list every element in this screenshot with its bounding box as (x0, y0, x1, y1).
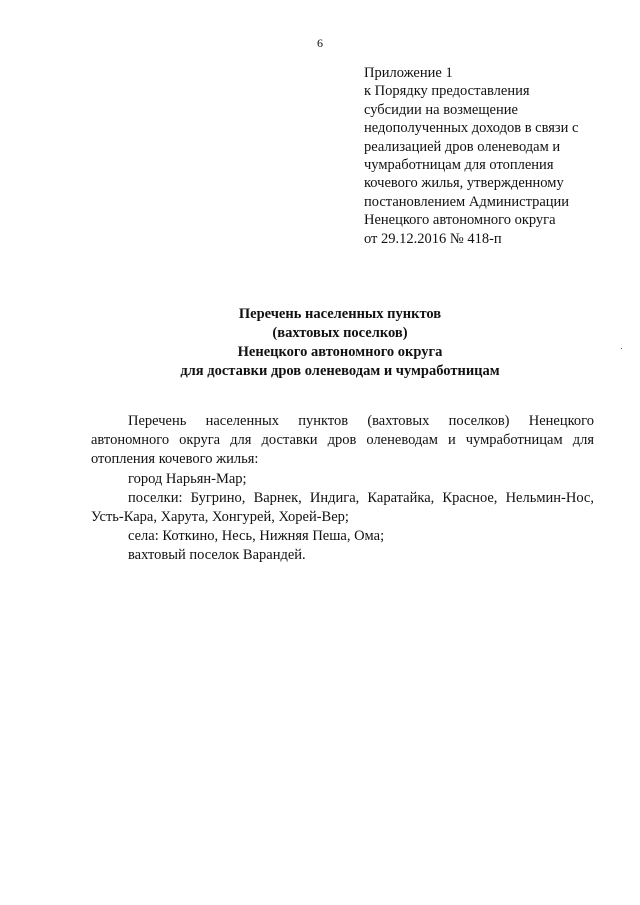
appendix-line: реализацией дров оленеводам и (364, 138, 561, 155)
appendix-line: Ненецкого автономного округа (364, 212, 556, 229)
city-line: город Нарьян-Мар; (128, 470, 247, 487)
shift-settlement-line: вахтовый поселок Варандей. (128, 547, 306, 564)
title-line: Перечень населенных пунктов (238, 306, 442, 322)
villages-line: села: Коткино, Несь, Нижняя Пеша, Ома; (128, 528, 385, 545)
appendix-line: чумработницам для отопления (364, 157, 554, 174)
appendix-line: Приложение 1 (364, 65, 453, 81)
page-number: 6 (317, 36, 323, 50)
scan-speck (621, 348, 622, 349)
document-title (0, 305, 640, 381)
appendix-line: к Порядку предоставления (364, 83, 530, 100)
settlements-paragraph: поселки: Бугрино, Варнек, Индига, Каратайка, Красное, Нельмин-Нос, Усть-Кара, Харута, Хонгурей, Хорей-Вер; (91, 489, 594, 526)
appendix-line: от 29.12.2016 № 418-п (364, 230, 502, 247)
title-line: Ненецкого автономного округа (237, 344, 443, 360)
appendix-header (364, 64, 624, 248)
document-body (91, 412, 594, 566)
appendix-line: недополученных доходов в связи с (364, 120, 579, 137)
title-line: для доставки дров оленеводам и чумработницам (180, 363, 500, 379)
title-line: (вахтовых поселков) (272, 325, 408, 341)
appendix-line: субсидии на возмещение (364, 101, 518, 118)
appendix-line: постановлением Администрации (364, 193, 570, 210)
appendix-line: кочевого жилья, утвержденному (364, 175, 564, 192)
intro-paragraph: Перечень населенных пунктов (вахтовых поселков) Ненецкого автономного округа для доставки дров оленеводам и чумработницам для отопления кочевого жилья: (91, 413, 594, 468)
